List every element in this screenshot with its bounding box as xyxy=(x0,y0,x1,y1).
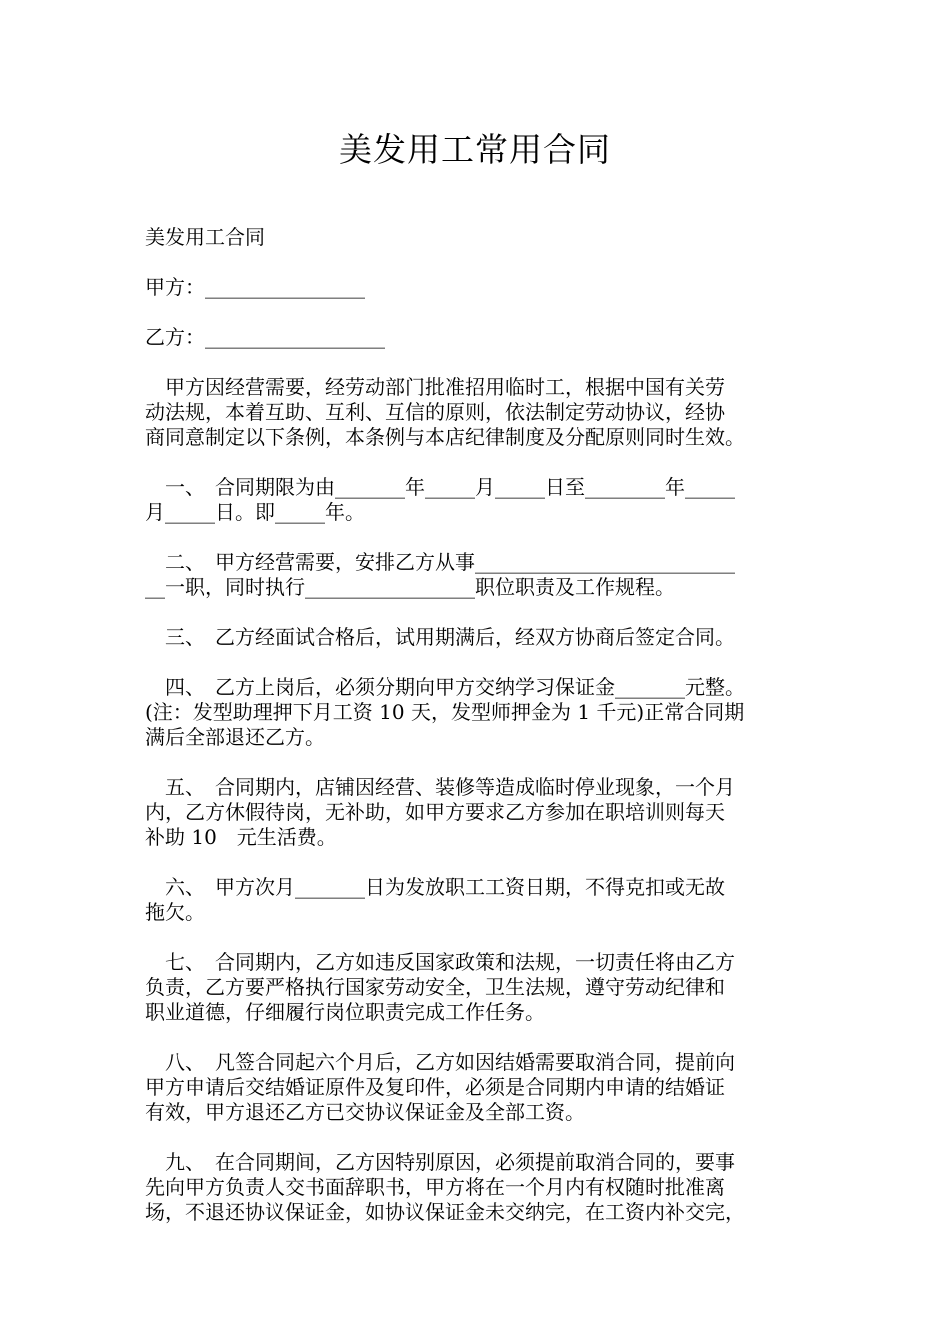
clause-2-line: 二、 甲方经营需要，安排乙方从事__________________________ xyxy=(145,550,735,574)
clause-6-line: 六、 甲方次月_______日为发放职工工资日期，不得克扣或无故 xyxy=(145,875,725,899)
clause-6-line: 拖欠。 xyxy=(145,900,205,924)
clause-3-line: 三、 乙方经面试合格后，试用期满后，经双方协商后签定合同。 xyxy=(145,625,735,649)
clause-4-line: (注：发型助理押下月工资 10 天，发型师押金为 1 千元)正常合同期 xyxy=(145,700,745,724)
party-a-line: 甲方：________________ xyxy=(145,275,365,299)
clause-5-line: 内，乙方休假待岗，无补助，如甲方要求乙方参加在职培训则每天 xyxy=(145,800,725,824)
clause-8-line: 有效，甲方退还乙方已交协议保证金及全部工资。 xyxy=(145,1100,585,1124)
clause-9-line: 先向甲方负责人交书面辞职书，甲方将在一个月内有权随时批准离 xyxy=(145,1175,725,1199)
clause-8-line: 甲方申请后交结婚证原件及复印件，必须是合同期内申请的结婚证 xyxy=(145,1075,725,1099)
clause-5-line: 五、 合同期内，店铺因经营、装修等造成临时停业现象，一个月 xyxy=(145,775,735,799)
document-subtitle: 美发用工合同 xyxy=(145,225,265,249)
clause-7-line: 七、 合同期内，乙方如违反国家政策和法规，一切责任将由乙方 xyxy=(145,950,735,974)
intro-line: 动法规，本着互助、互利、互信的原则，依法制定劳动协议，经协 xyxy=(145,400,725,424)
clause-1-line: 月_____日。即_____年。 xyxy=(145,500,365,524)
clause-7-line: 职业道德，仔细履行岗位职责完成工作任务。 xyxy=(145,1000,545,1024)
clause-9-line: 场，不退还协议保证金，如协议保证金未交纳完，在工资内补交完， xyxy=(145,1200,745,1224)
clause-5-line: 补助 10 元生活费。 xyxy=(145,825,337,849)
clause-4-line: 满后全部退还乙方。 xyxy=(145,725,325,749)
document-title: 美发用工常用合同 xyxy=(339,130,611,169)
clause-1-line: 一、 合同期限为由_______年_____月_____日至________年_____ xyxy=(145,475,735,499)
clause-2-line: __一职，同时执行_________________职位职责及工作规程。 xyxy=(145,575,675,599)
clause-9-line: 九、 在合同期间，乙方因特别原因，必须提前取消合同的，要事 xyxy=(145,1150,735,1174)
clause-7-line: 负责，乙方要严格执行国家劳动安全，卫生法规，遵守劳动纪律和 xyxy=(145,975,725,999)
clause-8-line: 八、 凡签合同起六个月后，乙方如因结婚需要取消合同，提前向 xyxy=(145,1050,735,1074)
intro-line: 商同意制定以下条例，本条例与本店纪律制度及分配原则同时生效。 xyxy=(145,425,745,449)
party-b-line: 乙方：__________________ xyxy=(145,325,385,349)
intro-line: 甲方因经营需要，经劳动部门批准招用临时工，根据中国有关劳 xyxy=(145,375,725,399)
clause-4-line: 四、 乙方上岗后，必须分期向甲方交纳学习保证金_______元整。 xyxy=(145,675,745,699)
